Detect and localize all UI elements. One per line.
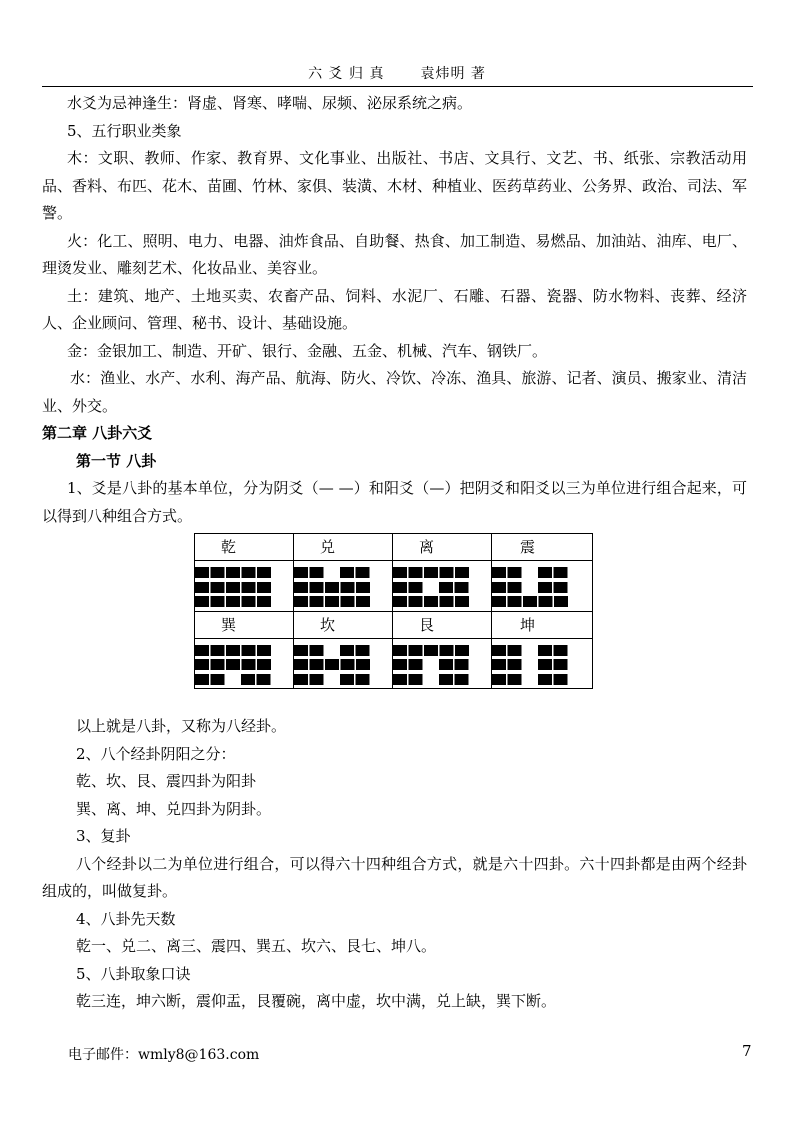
yin-line: [492, 645, 592, 656]
yang-line: [195, 596, 293, 607]
trigram-name: 震: [492, 534, 593, 561]
trigram-glyph: [195, 561, 294, 612]
trigram-glyph: [393, 561, 492, 612]
yin-line: [294, 674, 392, 685]
yin-line: [492, 674, 592, 685]
footer-email: 电子邮件：wmly8@163.com: [68, 1047, 260, 1063]
section-title: 第一节 八卦: [76, 451, 157, 470]
yin-line: [294, 567, 392, 578]
yang-line: [195, 567, 293, 578]
running-header: [0, 63, 794, 83]
trigram-name: 坎: [294, 611, 393, 638]
yang-line: [294, 659, 392, 670]
trigram-name: 巽: [195, 611, 294, 638]
paragraph-yang-trigrams: 乾、坎、艮、震四卦为阳卦: [76, 772, 257, 790]
yang-line: [294, 582, 392, 593]
yin-line: [294, 645, 392, 656]
trigram-glyph: [294, 561, 393, 612]
paragraph-yinyang-heading: 2、八个经卦阴阳之分：: [76, 744, 236, 763]
trigram-glyph: [195, 638, 294, 689]
paragraph-compound-heading: 3、复卦: [76, 827, 131, 845]
trigram-name: 坤: [492, 611, 593, 638]
trigram-name: 兑: [294, 534, 393, 561]
header-author: 袁炜明 著: [420, 66, 486, 82]
paragraph-occupation-heading: 5、五行职业类象: [67, 121, 182, 140]
yin-line: [393, 582, 491, 593]
page-body: [42, 90, 747, 1016]
trigram-glyph: [492, 561, 593, 612]
trigram-glyph: [393, 638, 492, 689]
trigram-glyph: [294, 638, 393, 689]
yang-line: [195, 659, 293, 670]
yin-line: [195, 674, 293, 685]
yin-line: [492, 567, 592, 578]
trigram-name: 艮: [393, 611, 492, 638]
paragraph-fire: 火：化工、照明、电力、电器、油炸食品、自助餐、热食、加工制造、易燃品、加油站、油库、电厂、理烫发业、雕刻艺术、化妆品业、美容业。: [42, 231, 747, 277]
paragraph-yin-trigrams: 巽、离、坤、兑四卦为阴卦。: [76, 799, 272, 818]
yin-line: [393, 659, 491, 670]
paragraph-wood: 木：文职、教师、作家、教育界、文化事业、出版社、书店、文具行、文艺、书、纸张、宗教活动用品、香料、布匹、花木、苗圃、竹林、家俱、装潢、木材、种植业、医药草药业、公务界、政治、司法、军警。: [42, 149, 748, 222]
paragraph-numbers: 乾一、兑二、离三、震四、巽五、坎六、艮七、坤八。: [76, 937, 437, 955]
paragraph-yao-intro: 1、爻是八卦的基本单位，分为阴爻（— —）和阳爻（—）把阴爻和阳爻以三为单位进行组合起来，可以得到八种组合方式。: [42, 479, 747, 525]
yang-line: [393, 645, 491, 656]
yin-line: [393, 674, 491, 685]
trigram-glyph: [492, 638, 593, 689]
paragraph-mnemonic: 乾三连，坤六断，震仰盂，艮覆碗，离中虚，坎中满，兑上缺，巽下断。: [76, 992, 557, 1010]
trigram-name: 离: [393, 534, 492, 561]
paragraph-numbers-heading: 4、八卦先天数: [76, 909, 176, 928]
trigram-name: 乾: [195, 534, 294, 561]
paragraph-water-illness: 水爻为忌神逢生：肾虚、肾寒、哮喘、尿频、泌尿系统之病。: [67, 94, 473, 112]
yang-line: [492, 596, 592, 607]
yang-line: [393, 596, 491, 607]
yin-line: [492, 659, 592, 670]
paragraph-water: 水：渔业、水产、水利、海产品、航海、防火、冷饮、冷冻、渔具、旅游、记者、演员、搬家业、清洁业、外交。: [42, 369, 747, 415]
page-number: 7: [742, 1042, 752, 1060]
chapter-title: 第二章 八卦六爻: [42, 424, 153, 442]
paragraph-bagua-summary: 以上就是八卦，又称为八经卦。: [76, 717, 287, 735]
yang-line: [294, 596, 392, 607]
paragraph-mnemonic-heading: 5、八卦取象口诀: [76, 964, 191, 983]
header-rule: [42, 86, 753, 87]
yang-line: [195, 582, 293, 593]
paragraph-earth: 土：建筑、地产、土地买卖、农畜产品、饲料、水泥厂、石雕、石器、瓷器、防水物料、丧葬、经济人、企业顾问、管理、秘书、设计、基础设施。: [42, 286, 747, 332]
header-book-title: 六 爻 归 真: [308, 66, 385, 82]
yang-line: [195, 645, 293, 656]
trigram-table: [194, 533, 593, 689]
paragraph-metal: 金：金银加工、制造、开矿、银行、金融、五金、机械、汽车、钢铁厂。: [67, 341, 548, 360]
yin-line: [492, 582, 592, 593]
yang-line: [393, 567, 491, 578]
paragraph-compound: 八个经卦以二为单位进行组合，可以得六十四种组合方式，就是六十四卦。六十四卦都是由两个经卦组成的，叫做复卦。: [42, 854, 747, 900]
